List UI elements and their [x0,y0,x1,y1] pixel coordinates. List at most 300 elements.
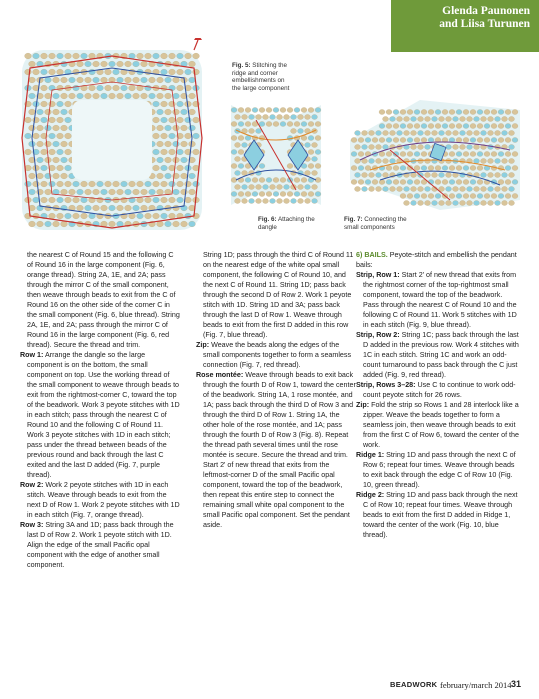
bead [57,133,64,139]
bead [449,151,455,156]
bead [315,191,321,196]
bead [252,177,258,182]
bead [498,109,504,114]
bead [157,109,164,115]
bead [129,181,136,187]
bead [153,133,160,139]
bead [414,193,420,198]
bead [113,85,120,91]
bead [463,109,469,114]
bead [242,184,248,189]
bead [57,117,64,123]
bead [259,177,265,182]
bead [351,179,357,184]
bead [362,144,368,149]
bead [418,186,424,191]
bead [277,198,283,203]
bead [358,137,364,142]
bead [181,157,188,163]
bead [439,172,445,177]
bead [45,125,52,131]
bead [29,61,36,67]
col3-label-1: Strip, Row 2: [356,331,400,339]
bead [502,116,508,121]
bead [49,53,56,59]
bead [177,101,184,107]
col1-text-0: the nearest C of Round 15 and the following C of Round 16 in the large component (Fig. 6, orange thread). String 2A, 1E, and 2A; pass through the mirror C of the small component, then weave through beads to exit from the C of Round 16 on the other side of the corner C in the small component (Fig. 6, blue thread). String 2A, 1E, and 2A; pass through the mirror C of Round 16 in the large component (Fig. 6, red thread). Secure the thread and trim. [27,251,180,349]
bead [449,193,455,198]
bead [305,114,311,119]
bead [137,181,144,187]
bead [393,179,399,184]
bead [173,109,180,115]
bead [57,165,64,171]
bead [53,93,60,99]
col1-para-2 [20,480,180,520]
bead [369,130,375,135]
bead [49,213,56,219]
bead [77,205,84,211]
bead [249,198,255,203]
bead [45,109,52,115]
bead [488,130,494,135]
bead [69,189,76,195]
bead [393,165,399,170]
bead [421,123,427,128]
col2-para-1 [196,340,356,370]
bead [315,135,321,140]
col3-label-0: Strip, Row 1: [356,271,400,279]
bead [460,186,466,191]
bead [432,130,438,135]
bead [287,163,293,168]
bead [502,200,508,205]
bead [129,85,136,91]
bead [509,172,515,177]
bead [477,109,483,114]
bead [105,85,112,91]
bead [467,186,473,191]
bead [33,133,40,139]
bead [69,93,76,99]
bead [81,181,88,187]
bead [379,179,385,184]
bead [117,77,124,83]
bead [173,93,180,99]
bead [460,130,466,135]
bead [25,117,32,123]
bead [61,221,68,227]
bead [173,141,180,147]
bead [249,184,255,189]
bead [491,109,497,114]
bead [49,149,56,155]
bead [369,186,375,191]
bead [495,130,501,135]
bead [185,181,192,187]
bead [85,189,92,195]
bead [85,93,92,99]
bead [37,125,44,131]
col3-text-2: Use C to continue to work odd-count peyote stitch for 26 rows. [363,381,516,399]
bead [379,123,385,128]
bead [61,77,68,83]
bead [491,123,497,128]
col2-label-2: Rose montée: [196,371,244,379]
bead [400,165,406,170]
bead [169,69,176,75]
bead [407,179,413,184]
bead [65,165,72,171]
bead [117,205,124,211]
bead [157,93,164,99]
col3-text-4: String 1D and pass through the next C of Row 6; repeat four times. Weave through beads to exit back through the edge C of Row 10 (Fig. 10, green thread). [363,451,516,489]
bead [308,149,314,154]
bead [238,149,244,154]
bead [89,181,96,187]
bead [432,172,438,177]
bead [161,181,168,187]
bead [97,197,104,203]
bead [470,165,476,170]
bead [173,125,180,131]
bead [113,69,120,75]
bead [362,172,368,177]
bead [157,173,164,179]
bead [235,184,241,189]
bead [400,109,406,114]
bead [449,123,455,128]
bead [73,85,80,91]
bead [393,123,399,128]
bead [256,184,262,189]
bead [161,85,168,91]
bead [425,200,431,205]
bead [498,151,504,156]
bead [308,107,314,112]
fig5-label: Fig. 5: [232,62,251,69]
bead [256,198,262,203]
bead [29,125,36,131]
bead [400,179,406,184]
bead [425,186,431,191]
bead [193,53,200,59]
bead [41,197,48,203]
bead [512,151,518,156]
bead [280,107,286,112]
bead [101,77,108,83]
bead [386,123,392,128]
bead [45,189,52,195]
bead [165,221,172,227]
col3-text-3: Fold the strip so Rows 1 and 28 interlock like a zipper. Weave the beads together to form a seamless join, then weave through beads to exit from the first C of Row 6, toward the center of the work. [363,401,519,449]
bead [153,117,160,123]
fig7-illustration [340,90,530,216]
bead [57,149,64,155]
bead [463,123,469,128]
footer-brand: BEADWORK [390,680,438,689]
bead [65,117,72,123]
bead [376,158,382,163]
col1-text-1: Arrange the dangle so the large component is on the bottom, the small component on top. Use the working thread of the small component to weave through beads to exit from the rightmost-corner C, toward the top of the beadwork. Work 3 peyote stitches with 1D in each stitch; pass through the nearest C of Round 10 and the following C of Round 11. Work 3 peyote stitches with 1D in each stitch; pass under the thread between beads of the previous round and back through the last C exited and the last D added (Fig. 7, purple thread). [27,351,180,479]
bead [294,177,300,182]
bead [245,191,251,196]
bead [169,53,176,59]
bead [37,109,44,115]
bead [185,133,192,139]
bead [41,69,48,75]
bead [453,144,459,149]
bead [449,109,455,114]
bead [125,189,132,195]
bead [383,116,389,121]
bead [414,123,420,128]
bead [137,213,144,219]
bead [379,137,385,142]
bead [97,85,104,91]
bead [414,109,420,114]
bead [153,165,160,171]
bead [77,189,84,195]
bead [397,116,403,121]
bead [358,179,364,184]
bead [400,123,406,128]
bead [315,107,321,112]
bead [145,197,152,203]
fig7-text: Connecting the small components [344,216,407,231]
bead [358,151,364,156]
bead [421,137,427,142]
col3-para-5 [356,490,520,540]
footer-issue: february/march 2014 [440,680,512,690]
bead [266,191,272,196]
bead [291,114,297,119]
bead [393,137,399,142]
bead [456,193,462,198]
col3-label-4: Ridge 1: [356,451,385,459]
bead [463,179,469,184]
bead [161,101,168,107]
bead [435,179,441,184]
bead [432,200,438,205]
bead [53,77,60,83]
bead [161,165,168,171]
bead [291,198,297,203]
figure-area [0,36,539,248]
bead [509,200,515,205]
bead [453,186,459,191]
bead [407,123,413,128]
bead [301,191,307,196]
bead [470,109,476,114]
bead [376,144,382,149]
bead [117,61,124,67]
bead [449,165,455,170]
bead [505,165,511,170]
author-line-2: and Liisa Turunen [439,18,530,30]
bead [153,149,160,155]
bead [512,165,518,170]
bead [315,149,321,154]
bead [137,197,144,203]
bead [177,69,184,75]
bead [65,101,72,107]
bead [45,205,52,211]
bead [41,53,48,59]
bead [173,221,180,227]
bead [456,151,462,156]
bead [263,198,269,203]
bead [379,109,385,114]
col1-label-1: Row 1: [20,351,44,359]
bead [351,151,357,156]
bead [29,77,36,83]
col2-text-2: Weave through beads to exit back through the fourth D of Row 1, toward the center of the beadwork. String 1A, 1 rose montée, and 1A; pass back through the third D of Row 3 and through the third D of Row 1. String 1A, the other hole of the rose montée, and 1A; pass through the fourth D of Row 3 (Fig. 8). Repeat the thread path several times until the rose montée is secure. Secure the thread and trim. [203,371,356,459]
col1-label-2: Row 2: [20,481,44,489]
bead [491,151,497,156]
bead [362,186,368,191]
col3-text-0: Start 2' of new thread that exits from the rightmost corner of the top-rightmost small component, toward the top of the beadwork. Pass through the nearest C of Round 10 and the following C of Round 11. Work 5 stitches with 1D in each stitch (Fig. 9, blue thread). [363,271,517,329]
bead [181,221,188,227]
bead [177,197,184,203]
bead [411,172,417,177]
fig6-caption [258,216,318,231]
bead [169,117,176,123]
col3-para-2 [356,380,520,400]
bead [266,177,272,182]
bead [369,158,375,163]
bead [49,181,56,187]
bead [161,197,168,203]
bead [453,116,459,121]
col1-para-0 [20,250,180,350]
bead [414,179,420,184]
bead [125,205,132,211]
bead [446,116,452,121]
bead [467,130,473,135]
bead [125,61,132,67]
bead [390,158,396,163]
bead [509,116,515,121]
bead [312,142,318,147]
bead [141,77,148,83]
bead [45,221,52,227]
bead [484,109,490,114]
bead [161,117,168,123]
bead [53,221,60,227]
bead [414,151,420,156]
bead [481,158,487,163]
bead [242,142,248,147]
bead [181,173,188,179]
fig5-caption [232,62,294,92]
bead [498,137,504,142]
bead [153,101,160,107]
bead [133,189,140,195]
bead [390,130,396,135]
bead [474,200,480,205]
bead [73,69,80,75]
bead [189,93,196,99]
bead [61,61,68,67]
bead [355,158,361,163]
bead [305,170,311,175]
bead [149,93,156,99]
bead [181,125,188,131]
bead [105,69,112,75]
bead [456,179,462,184]
bead [442,123,448,128]
bead [238,121,244,126]
bead [238,135,244,140]
bead [298,198,304,203]
bead [460,200,466,205]
bead [77,77,84,83]
bead [93,205,100,211]
bead [181,141,188,147]
bead [169,149,176,155]
bead [428,109,434,114]
bead [73,53,80,59]
col3-intro [356,250,520,270]
bead [65,53,72,59]
bead [298,184,304,189]
bead [379,151,385,156]
bead [259,163,265,168]
bead [252,107,258,112]
page-number: 31 [511,679,522,689]
bead [25,53,32,59]
bead [411,186,417,191]
bead [298,128,304,133]
bead [287,121,293,126]
bead [189,189,196,195]
bead [421,165,427,170]
bead [477,151,483,156]
bead [301,107,307,112]
bead [509,158,515,163]
bead [425,116,431,121]
bead [495,172,501,177]
bead [442,109,448,114]
bead [435,123,441,128]
bead [69,77,76,83]
bead [456,109,462,114]
bead [149,189,156,195]
bead [498,193,504,198]
col2-text-0: String 1D; pass through the third C of Round 11 on the nearest edge of the white opal small component, the following C of Round 10, and the next C of Round 11. String 1D; pass back through the second D of Row 2. Work 1 peyote stitch with 1D. String 1D and 3A; pass back through the last D of Row 1. Weave through beads to exit from the first D added in this row (Fig. 7, blue thread). [203,251,354,339]
bead [263,184,269,189]
bead [189,221,196,227]
bead [49,133,56,139]
bead [467,144,473,149]
bead [165,157,172,163]
bead [165,125,172,131]
bead [145,85,152,91]
bead [308,121,314,126]
bead [365,137,371,142]
bead [157,61,164,67]
bead [235,198,241,203]
bead [291,128,297,133]
bead [145,69,152,75]
col1-text-3: String 3A and 1D; pass back through the last D of Row 2. Work 1 peyote stitch with 1D. Align the edge of the small Pacific opal component with the edge of another small component. [27,521,174,569]
bead [463,151,469,156]
bead [509,144,515,149]
bead [470,123,476,128]
bead [287,191,293,196]
bead [37,141,44,147]
